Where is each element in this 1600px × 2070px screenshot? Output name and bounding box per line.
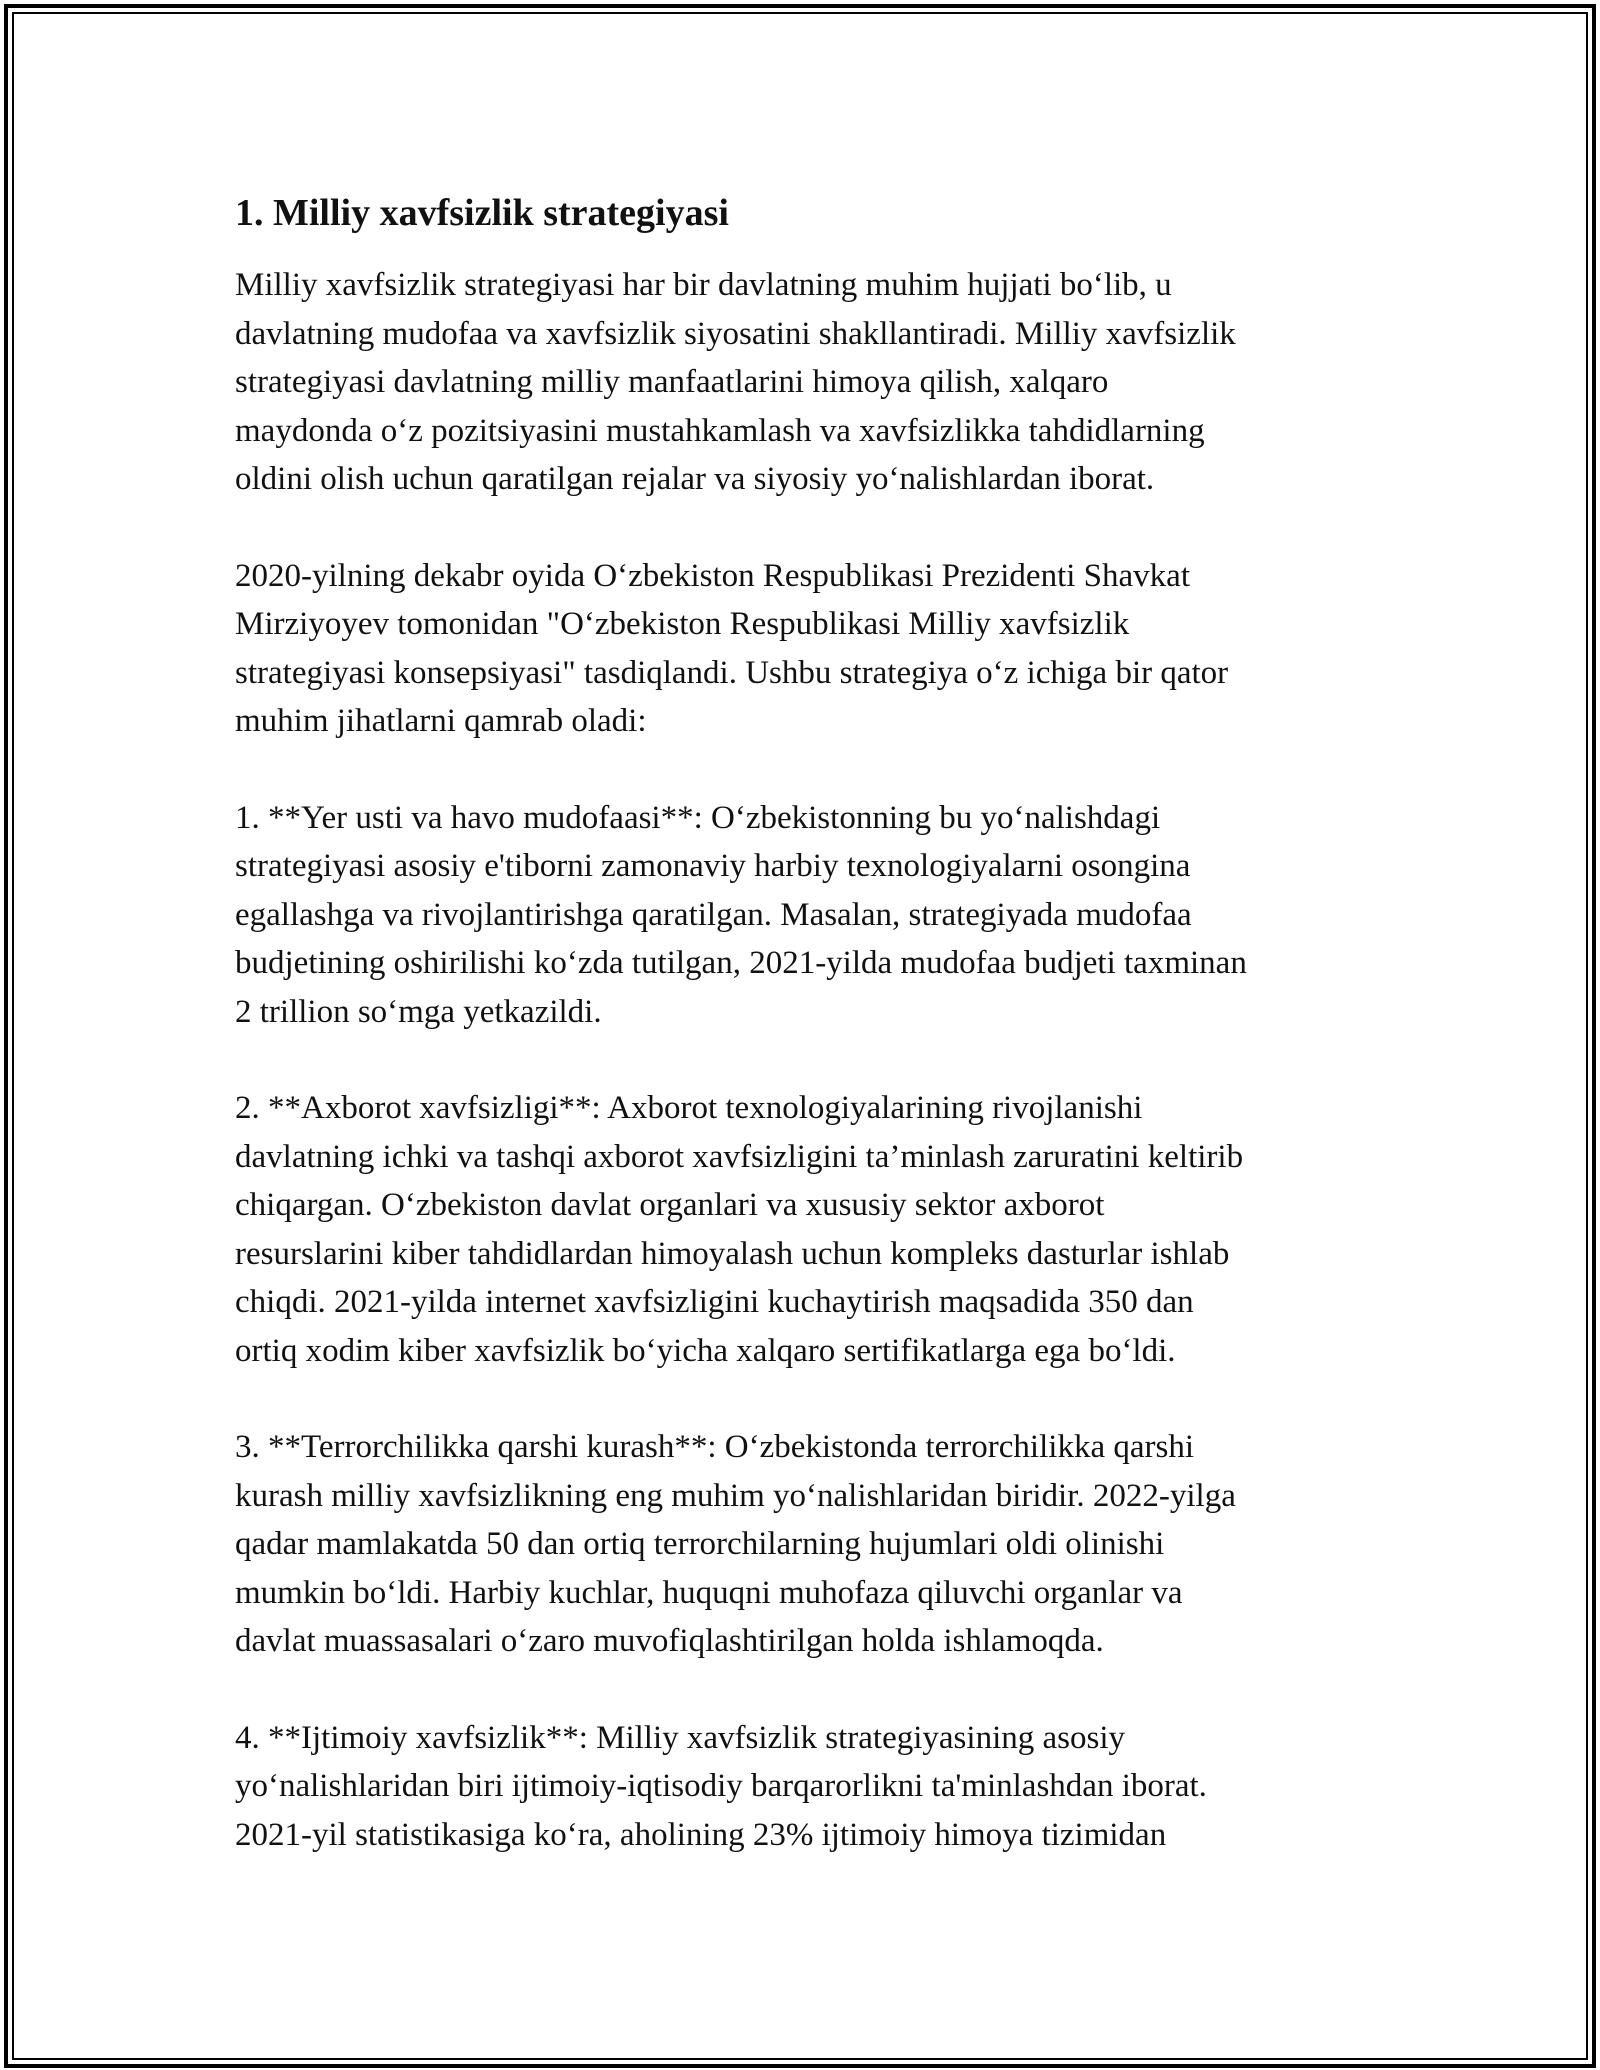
paragraph-social-security: 4. **Ijtimoiy xavfsizlik**: Milliy xavfsizlik strategiyasining asosiy yo‘nalishlaridan biri ijtimoiy-iqtisodiy barqarorlikni ta'minlashdan iborat. 2021-yil statistikasiga ko‘ra, aholining 23% ijtimoiy himoya tizimidan xyxy=(235,1719,1207,1853)
document-body xyxy=(235,185,1375,1907)
section-heading: 1. Milliy xavfsizlik strategiyasi xyxy=(235,192,729,234)
paragraph-intro: Milliy xavfsizlik strategiyasi har bir davlatning muhim hujjati bo‘lib, u davlatning mudofaa va xavfsizlik siyosatini shakllantiradi. Milliy xavfsizlik strategiyasi davlatning milliy manfaatlarini himoya qilish, xalqaro maydonda o‘z pozitsiyasini mustahkamlash va xavfsizlikka tahdidlarning oldini olish uchun qaratilgan rejalar va siyosiy yo‘nalishlardan iborat. xyxy=(235,267,1236,497)
paragraph-info-security: 2. **Axborot xavfsizligi**: Axborot texnologiyalarining rivojlanishi davlatning ichki va tashqi axborot xavfsizligini ta’minlash zaruratini keltirib chiqargan. O‘zbekiston davlat organlari va xususiy sektor axborot resurslarini kiber tahdidlardan himoyalash uchun kompleks dasturlar ishlab chiqdi. 2021-yilda internet xavfsizligini kuchaytirish maqsadida 350 dan ortiq xodim kiber xavfsizlik bo‘yicha xalqaro sertifikatlarga ega bo‘ldi. xyxy=(235,1090,1244,1369)
paragraph-concept: 2020-yilning dekabr oyida O‘zbekiston Respublikasi Prezidenti Shavkat Mirziyoyev tomonidan "O‘zbekiston Respublikasi Milliy xavfsizlik strategiyasi konsepsiyasi" tasdiqlandi. Ushbu strategiya o‘z ichiga bir qator muhim jihatlarni qamrab oladi: xyxy=(235,557,1229,739)
paragraph-counter-terrorism: 3. **Terrorchilikka qarshi kurash**: O‘zbekistonda terrorchilikka qarshi kurash milliy xavfsizlikning eng muhim yo‘nalishlaridan biridir. 2022-yilga qadar mamlakatda 50 dan ortiq terrorchilarning hujumlari oldi olinishi mumkin bo‘ldi. Harbiy kuchlar, huquqni muhofaza qiluvchi organlar va davlat muassasalari o‘zaro muvofiqlashtirilgan holda ishlamoqda. xyxy=(235,1429,1236,1659)
paragraph-defense: 1. **Yer usti va havo mudofaasi**: O‘zbekistonning bu yo‘nalishdagi strategiyasi asosiy e'tiborni zamonaviy harbiy texnologiyalarni osongina egallashga va rivojlantirishga qaratilgan. Masalan, strategiyada mudofaa budjetining oshirilishi ko‘zda tutilgan, 2021-yilda mudofaa budjeti taxminan 2 trillion so‘mga yetkazildi. xyxy=(235,799,1247,1030)
